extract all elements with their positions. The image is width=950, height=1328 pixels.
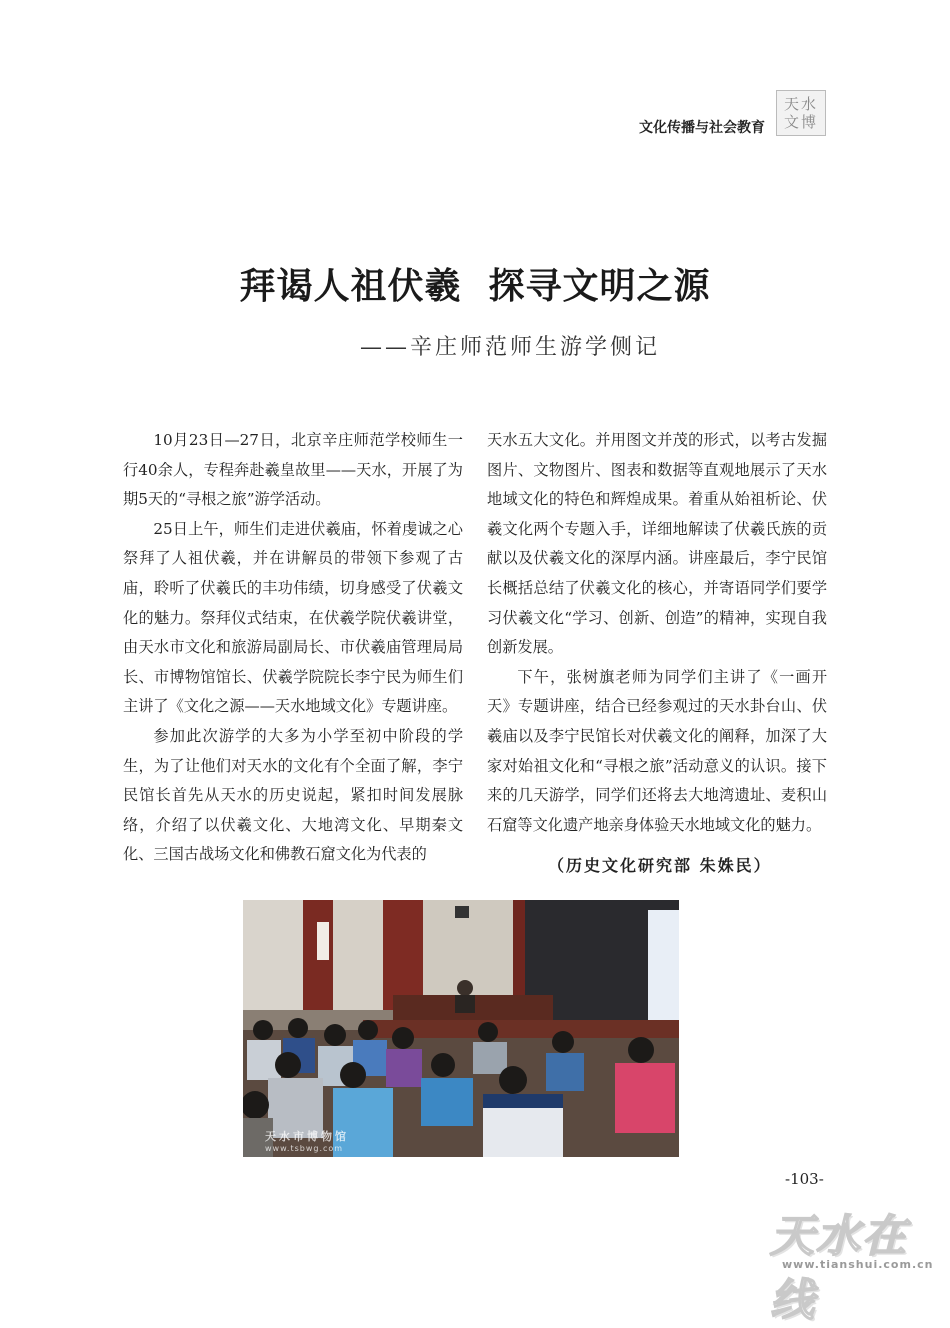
paragraph: 10月23日—27日，北京辛庄师范学校师生一行40余人，专程奔赴羲皇故里——天水，开展了为期5天的“寻根之旅”游学活动。 <box>123 431 463 509</box>
paragraph: 参加此次游学的大多为小学至初中阶段的学生，为了让他们对天水的文化有个全面了解，李宁民馆长首先从天水的历史说起，紧扣时间发展脉络，介绍了以伏羲文化、大地湾文化、早期秦文化、三国古战场文化和佛教石窟文化为代表的 <box>123 726 463 864</box>
photo-watermark-text: 天水市博物馆 <box>265 1130 349 1143</box>
photo-watermark-url: www.tsbwg.com <box>265 1144 344 1153</box>
byline: （历史文化研究部 朱姝民） <box>548 856 772 875</box>
right-column <box>487 426 827 840</box>
article-subtitle: ——辛庄师范师生游学侧记 <box>359 335 660 360</box>
site-watermark-url: www.tianshui.com.cn <box>782 1258 934 1271</box>
article-title: 拜谒人祖伏羲 探寻文明之源 <box>239 265 711 307</box>
site-watermark-logo: 天水在线 <box>770 1211 908 1326</box>
left-column <box>123 426 463 870</box>
seal-logo <box>776 90 826 136</box>
site-watermark <box>770 1200 945 1326</box>
section-header: 文化传播与社会教育 <box>639 120 765 136</box>
paragraph: 25日上午，师生们走进伏羲庙，怀着虔诚之心祭拜了人祖伏羲，并在讲解员的带领下参观了古庙，聆听了伏羲氏的丰功伟绩，切身感受了伏羲文化的魅力。祭拜仪式结束，在伏羲学院伏羲讲堂，由天水市文化和旅游局副局长、市伏羲庙管理局局长、市博物馆馆长、伏羲学院院长李宁民为师生们主讲了《文化之源——天水地域文化》专题讲座。 <box>123 519 463 716</box>
paragraph: 天水五大文化。并用图文并茂的形式，以考古发掘图片、文物图片、图表和数据等直观地展示了天水地域文化的特色和辉煌成果。着重从始祖析论、伏羲文化两个专题入手，详细地解读了伏羲氏族的贡献以及伏羲文化的深厚内涵。讲座最后，李宁民馆长概括总结了伏羲文化的核心，并寄语同学们要学习伏羲文化“学习、创新、创造”的精神，实现自我创新发展。 <box>487 431 827 657</box>
lecture-photo-graphic <box>243 900 679 1157</box>
photo-watermark <box>265 1128 349 1153</box>
paragraph: 下午，张树旗老师为同学们主讲了《一画开天》专题讲座，结合已经参观过的天水卦台山、伏羲庙以及李宁民馆长对伏羲文化的阐释，加深了大家对始祖文化和“寻根之旅”活动意义的认识。接下来的几天游学，同学们还将去大地湾遗址、麦积山石窟等文化遗产地亲身体验天水地域文化的魅力。 <box>487 667 827 834</box>
lecture-photo <box>243 900 679 1157</box>
seal-text: 天水文博 <box>784 95 819 131</box>
page-number: -103- <box>785 1170 824 1188</box>
